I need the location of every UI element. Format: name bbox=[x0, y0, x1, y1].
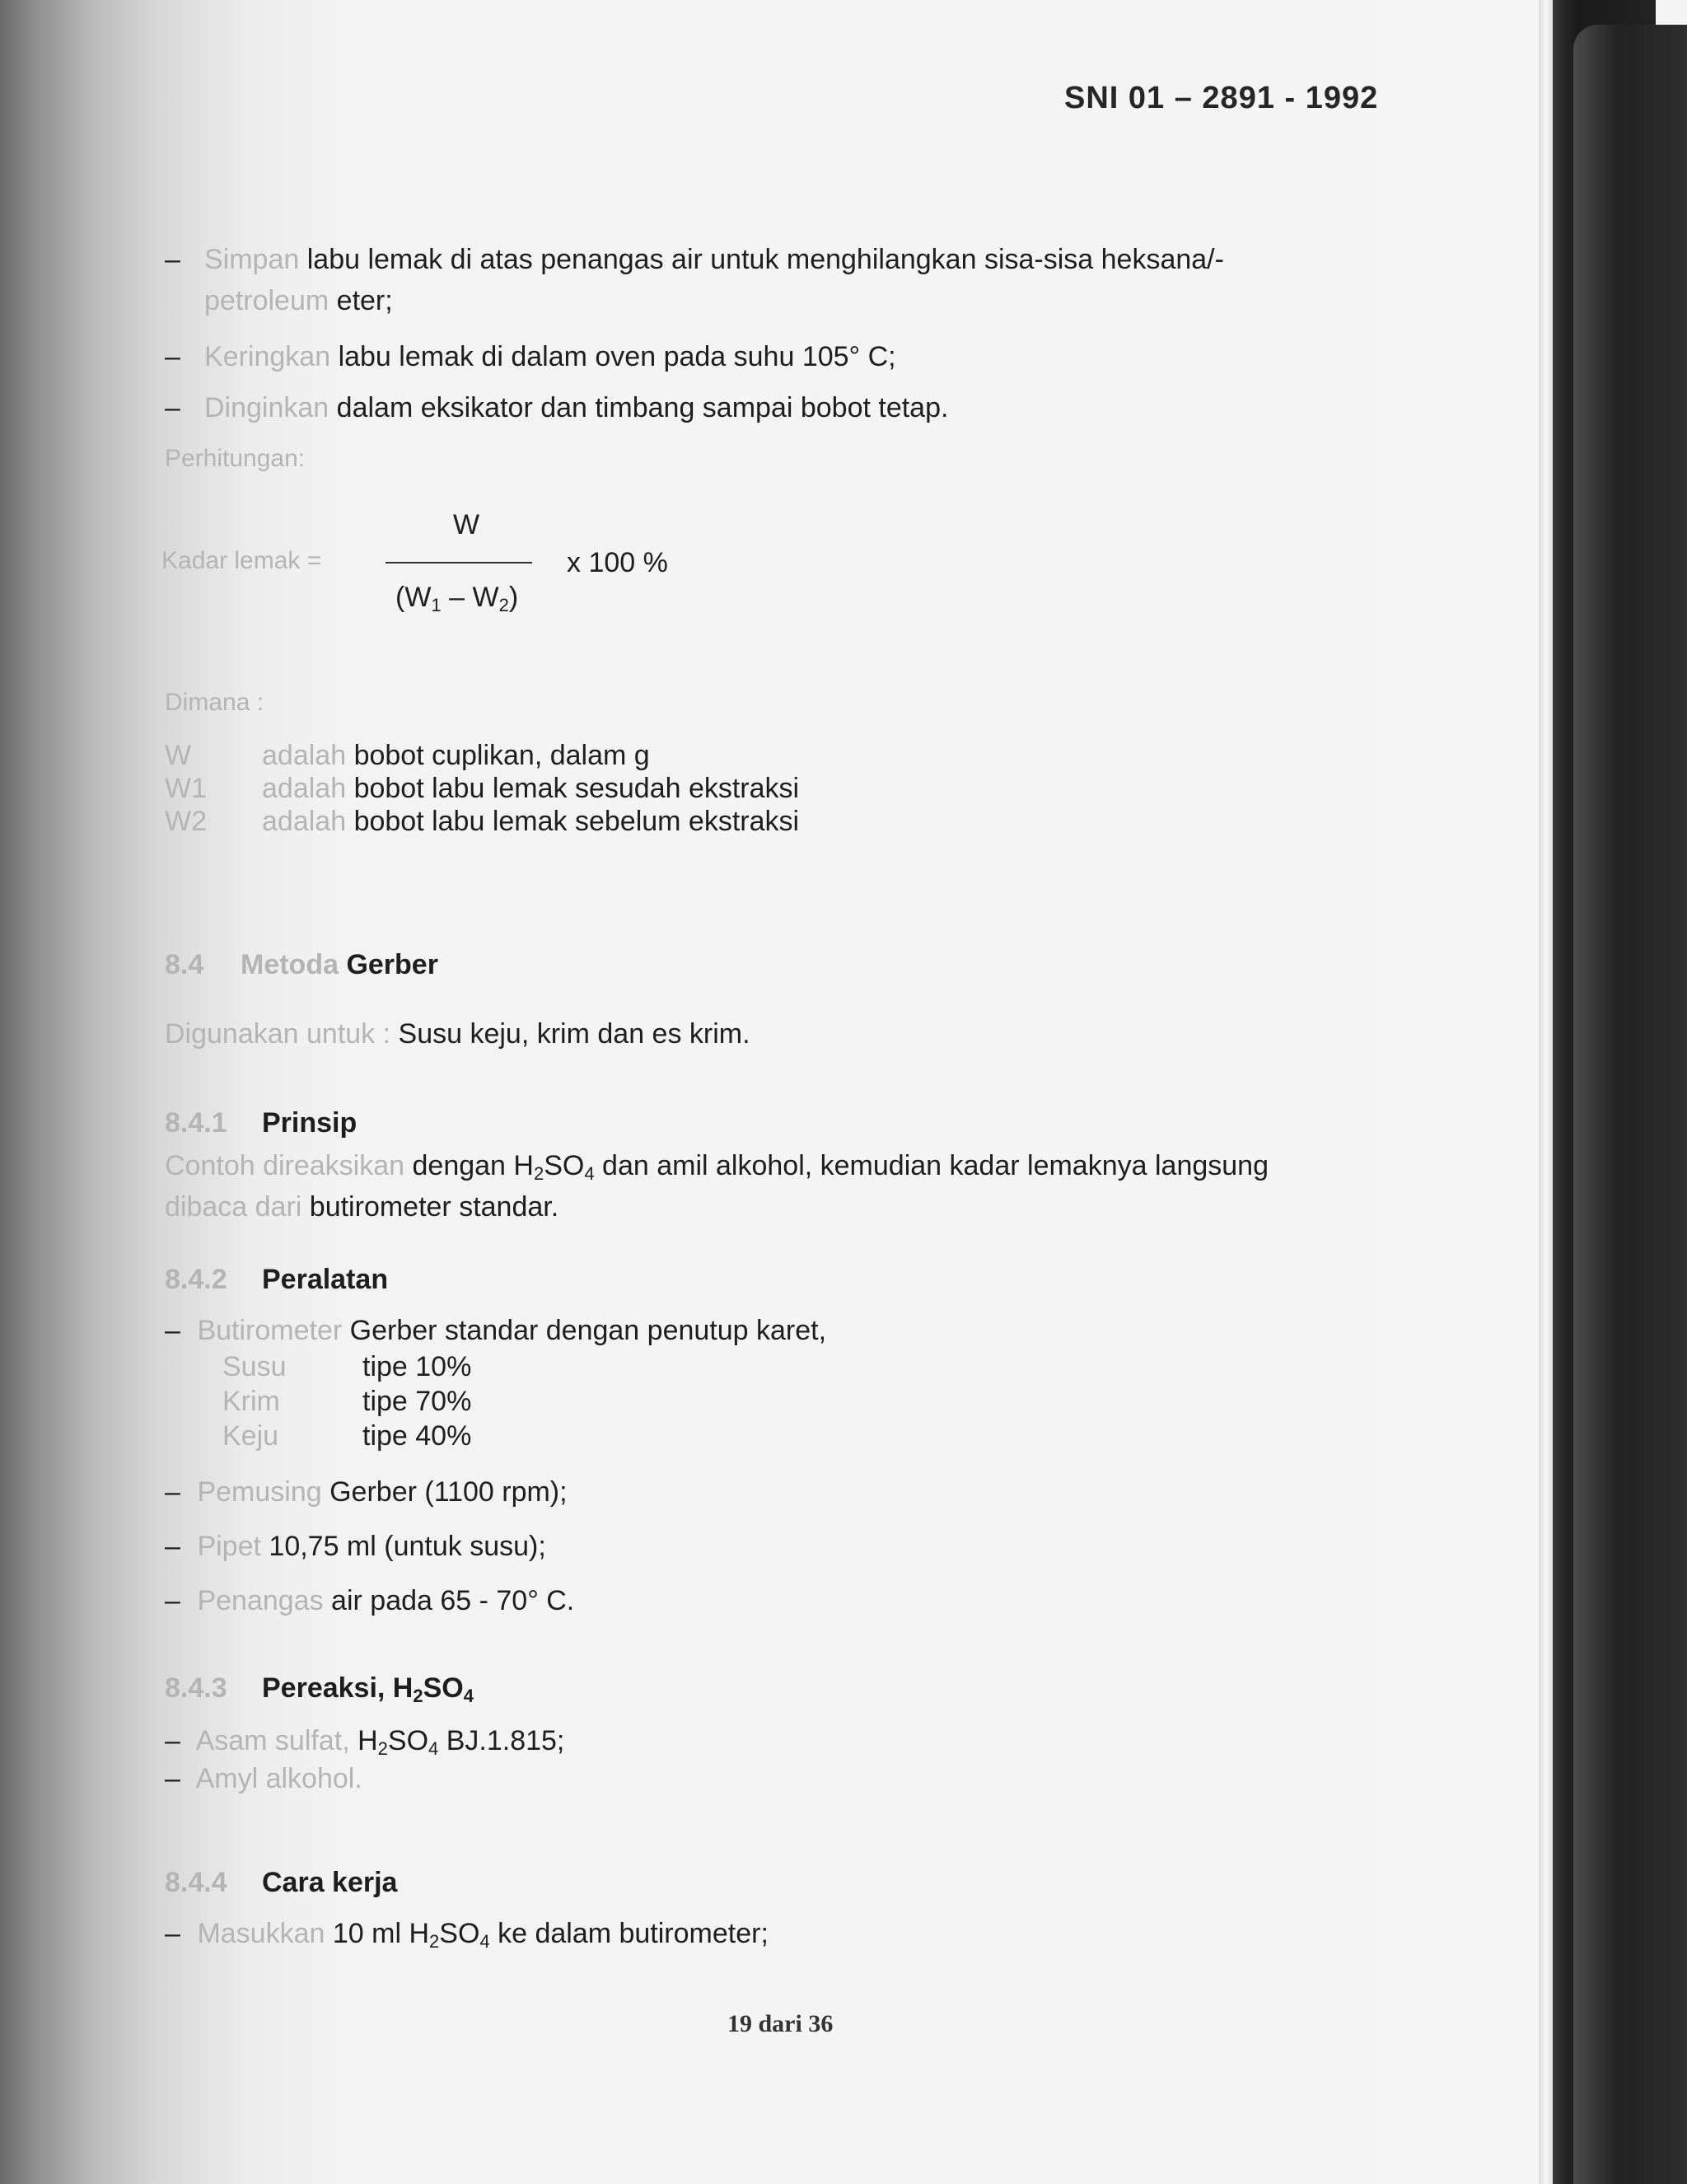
digunakan-text: Susu keju, krim dan es krim. bbox=[398, 1018, 750, 1050]
peralatan-num: 8.4.2 bbox=[165, 1264, 227, 1295]
cara-kerja-title: Cara kerja bbox=[262, 1867, 398, 1898]
peralatan-item-text: air pada 65 - 70° C. bbox=[331, 1585, 575, 1616]
def-sym: W2 bbox=[165, 806, 207, 837]
section-heading-gerber bbox=[165, 949, 438, 981]
butirometer-lead: Butirometer bbox=[197, 1315, 343, 1346]
perhitungan-label: Perhitungan: bbox=[165, 445, 306, 472]
peralatan-item-lead: Penangas bbox=[197, 1585, 324, 1616]
den-a: (W bbox=[395, 582, 432, 613]
pereaksi-item-2-lead: Amyl alkohol. bbox=[195, 1763, 362, 1794]
step-1 bbox=[165, 244, 180, 276]
prinsip-line-1 bbox=[165, 1150, 1269, 1184]
peralatan-item-lead: Pipet bbox=[197, 1531, 261, 1562]
cara-kerja-item-lead: Masukkan bbox=[197, 1918, 325, 1949]
type-row bbox=[222, 1386, 471, 1418]
den-sub2: 2 bbox=[498, 595, 509, 615]
bullet-dash: – bbox=[165, 1725, 180, 1756]
peralatan-item bbox=[165, 1585, 574, 1617]
den-mid: – W bbox=[441, 582, 499, 613]
peralatan-item bbox=[165, 1476, 568, 1508]
pereaksi-item-1-lead: Asam sulfat, bbox=[195, 1725, 350, 1756]
pereaksi-item-1 bbox=[165, 1725, 564, 1759]
pereaksi-sub2: 4 bbox=[463, 1686, 474, 1706]
def-lead: adalah bbox=[262, 740, 347, 771]
prinsip-num: 8.4.1 bbox=[165, 1107, 227, 1139]
step-3-lead: Dinginkan bbox=[204, 392, 329, 423]
pereaksi-num: 8.4.3 bbox=[165, 1672, 227, 1704]
definition-w bbox=[165, 740, 650, 772]
peralatan-item-text: Gerber (1100 rpm); bbox=[329, 1476, 568, 1508]
prinsip-text-c: dan amil alkohol, kemudian kadar lemaknya langsung bbox=[594, 1150, 1269, 1181]
step-2-line bbox=[204, 341, 896, 373]
type-name: Susu bbox=[222, 1351, 287, 1382]
bullet-dash: – bbox=[165, 341, 180, 372]
step-1-text: labu lemak di atas penangas air untuk menghilangkan sisa-sisa heksana/- bbox=[306, 244, 1224, 275]
cara-kerja-item bbox=[165, 1918, 769, 1952]
step-1-line-1 bbox=[204, 244, 1224, 276]
type-value: tipe 10% bbox=[362, 1351, 472, 1382]
prinsip-heading bbox=[165, 1107, 357, 1139]
butirometer-item bbox=[165, 1315, 826, 1347]
prinsip-lead-1: Contoh direaksikan bbox=[165, 1150, 405, 1181]
cara-kerja-item-b: SO bbox=[439, 1918, 480, 1949]
definition-w1 bbox=[165, 773, 799, 805]
document-header: SNI 01 – 2891 - 1992 bbox=[1064, 81, 1379, 115]
pereaksi-item-1-sub2: 4 bbox=[428, 1738, 439, 1759]
prinsip-text-2: butirometer standar. bbox=[309, 1191, 559, 1223]
cara-kerja-num: 8.4.4 bbox=[165, 1867, 227, 1898]
bullet-dash: – bbox=[165, 244, 180, 275]
prinsip-sub1: 2 bbox=[533, 1163, 544, 1184]
prinsip-title: Prinsip bbox=[262, 1107, 357, 1139]
page-number: 19 dari 36 bbox=[727, 2010, 834, 2037]
cara-kerja-item-c: ke dalam butirometer; bbox=[489, 1918, 769, 1949]
step-1-text-2: eter; bbox=[336, 285, 393, 316]
def-sym: W bbox=[165, 740, 192, 771]
butirometer-text: Gerber standar dengan penutup karet, bbox=[349, 1315, 827, 1346]
step-1-lead: Simpan bbox=[204, 244, 300, 275]
peralatan-item-lead: Pemusing bbox=[197, 1476, 322, 1508]
step-1-lead-2: petroleum bbox=[204, 285, 329, 316]
bullet-dash: – bbox=[165, 1476, 180, 1508]
peralatan-heading bbox=[165, 1264, 388, 1296]
type-name: Krim bbox=[222, 1386, 280, 1417]
def-lead: adalah bbox=[262, 773, 347, 804]
prinsip-sub2: 4 bbox=[584, 1163, 595, 1184]
step-3-text: dalam eksikator dan timbang sampai bobot tetap. bbox=[336, 392, 949, 423]
bullet-dash: – bbox=[165, 1763, 180, 1794]
section-num: 8.4 bbox=[165, 949, 204, 980]
formula-rhs: x 100 % bbox=[567, 547, 668, 578]
binder-cover bbox=[1573, 25, 1687, 2184]
bullet-dash: – bbox=[165, 1918, 180, 1949]
cara-kerja-item-a: 10 ml H bbox=[332, 1918, 430, 1949]
den-end: ) bbox=[508, 582, 519, 613]
formula-denominator bbox=[395, 582, 518, 615]
bullet-dash: – bbox=[165, 392, 180, 423]
dimana-label: Dimana : bbox=[165, 689, 264, 716]
def-text: bobot cuplikan, dalam g bbox=[353, 740, 650, 771]
type-row bbox=[222, 1420, 471, 1452]
type-name: Keju bbox=[222, 1420, 279, 1452]
peralatan-title: Peralatan bbox=[262, 1264, 389, 1295]
step-3 bbox=[165, 392, 180, 424]
step-2-lead: Keringkan bbox=[204, 341, 331, 372]
binder-corner bbox=[1656, 0, 1687, 25]
type-row bbox=[222, 1351, 471, 1383]
cara-kerja-heading bbox=[165, 1867, 397, 1899]
pereaksi-heading bbox=[165, 1672, 474, 1706]
section-title: Gerber bbox=[346, 949, 438, 980]
bullet-dash: – bbox=[165, 1315, 180, 1346]
definition-w2 bbox=[165, 806, 799, 838]
def-lead: adalah bbox=[262, 806, 347, 837]
type-value: tipe 40% bbox=[362, 1420, 472, 1452]
step-2-text: labu lemak di dalam oven pada suhu 105° C; bbox=[338, 341, 896, 372]
pereaksi-sub1: 2 bbox=[413, 1686, 423, 1706]
cara-kerja-item-sub1: 2 bbox=[429, 1931, 440, 1952]
prinsip-text-b: SO bbox=[544, 1150, 585, 1181]
def-text: bobot labu lemak sesudah ekstraksi bbox=[353, 773, 800, 804]
step-3-line bbox=[204, 392, 948, 424]
prinsip-lead-2: dibaca dari bbox=[165, 1191, 302, 1223]
section-title-faded: Metoda bbox=[241, 949, 339, 980]
step-1-line-2 bbox=[204, 285, 393, 317]
peralatan-item-text: 10,75 ml (untuk susu); bbox=[269, 1531, 546, 1562]
formula-lhs: Kadar lemak = bbox=[161, 547, 322, 574]
digunakan-lead: Digunakan untuk : bbox=[165, 1018, 391, 1050]
fraction-line bbox=[386, 562, 532, 564]
pereaksi-item-1-sub1: 2 bbox=[377, 1738, 388, 1759]
type-value: tipe 70% bbox=[362, 1386, 472, 1417]
pereaksi-item-1-c: BJ.1.815; bbox=[438, 1725, 565, 1756]
pereaksi-item-1-a: H bbox=[349, 1725, 378, 1756]
den-sub1: 1 bbox=[431, 595, 442, 615]
def-text: bobot labu lemak sebelum ekstraksi bbox=[353, 806, 800, 837]
def-sym: W1 bbox=[165, 773, 207, 804]
cara-kerja-item-sub2: 4 bbox=[479, 1931, 490, 1952]
pereaksi-item-1-b: SO bbox=[387, 1725, 429, 1756]
pereaksi-title2: SO bbox=[423, 1672, 464, 1704]
step-2 bbox=[165, 341, 180, 373]
bullet-dash: – bbox=[165, 1531, 180, 1562]
peralatan-item bbox=[165, 1531, 546, 1563]
prinsip-line-2 bbox=[165, 1191, 558, 1223]
pereaksi-item-2 bbox=[165, 1763, 362, 1795]
digunakan-line bbox=[165, 1018, 750, 1050]
formula-numerator: W bbox=[453, 509, 480, 540]
pereaksi-title: Pereaksi, H bbox=[262, 1672, 414, 1704]
bullet-dash: – bbox=[165, 1585, 180, 1616]
prinsip-text-a: dengan H bbox=[412, 1150, 534, 1181]
